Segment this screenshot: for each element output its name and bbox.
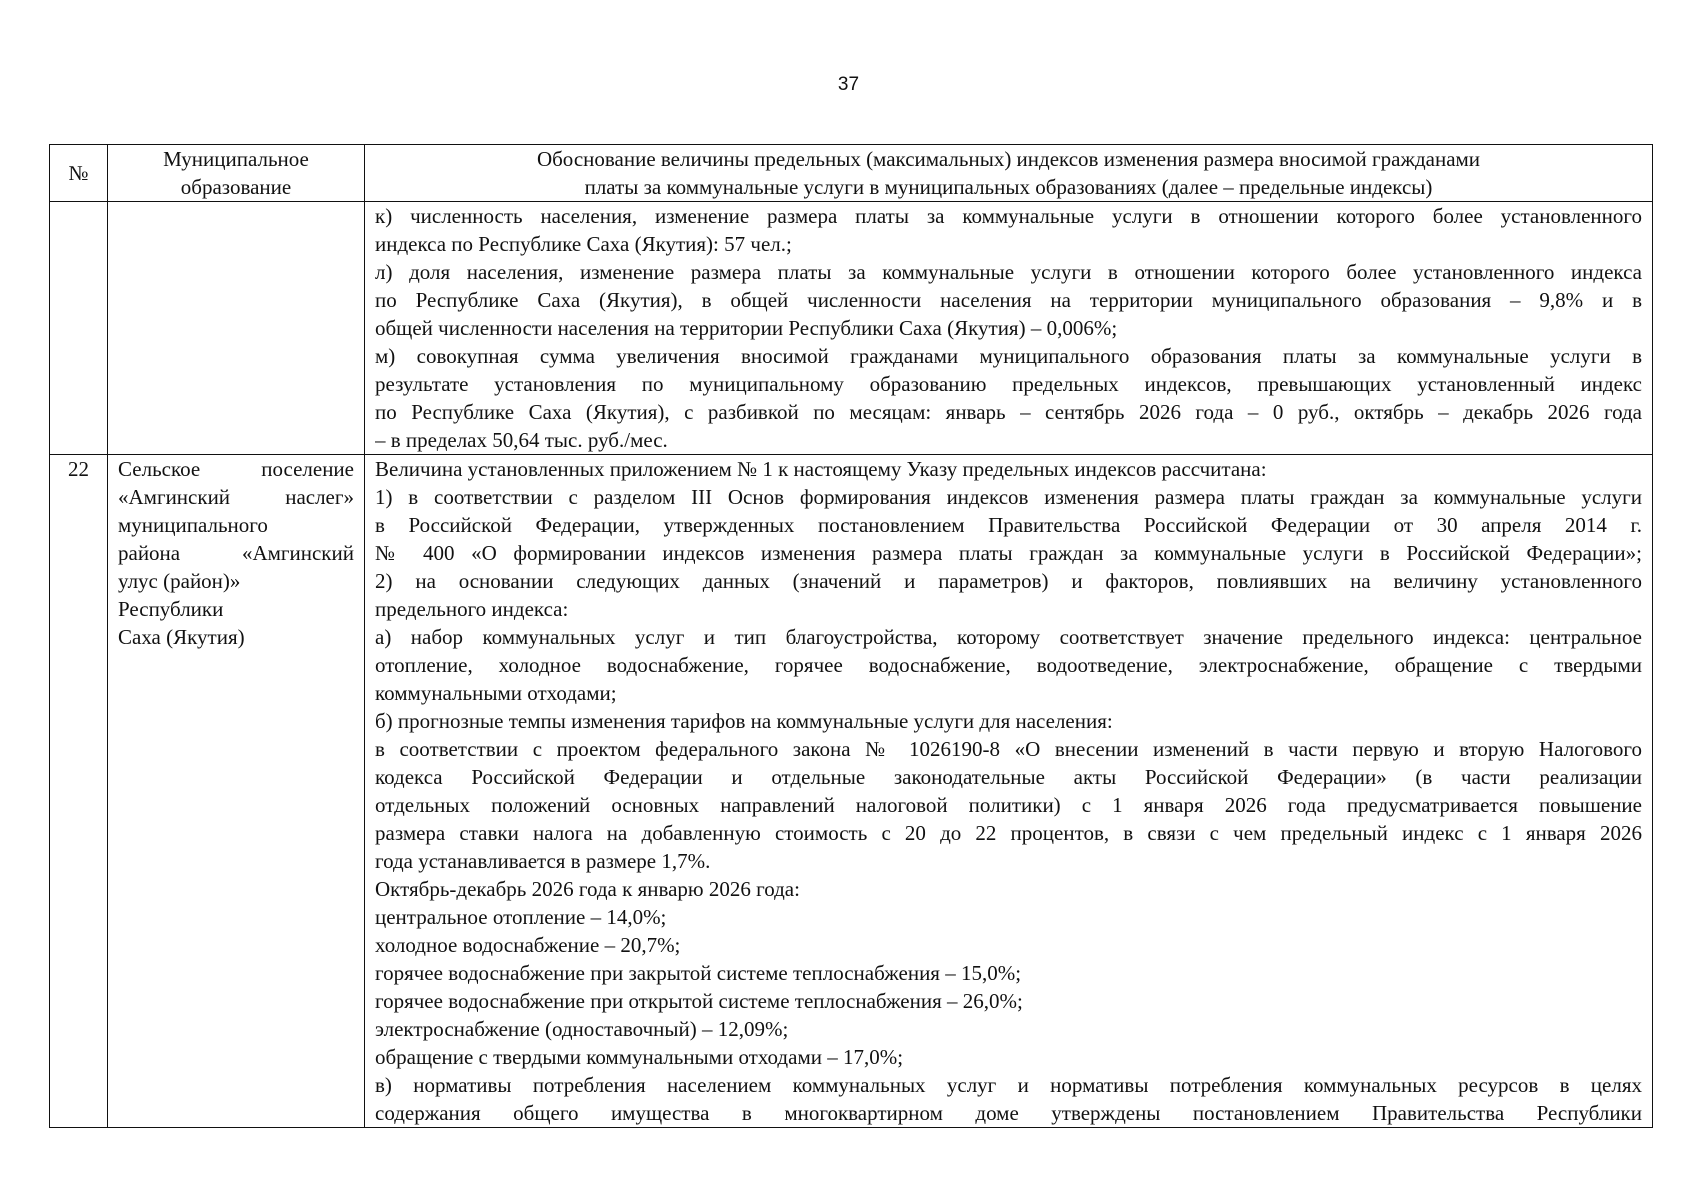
text-line: отдельных положений основных направлений налоговой политики) с 1 января 2026 года предусматривается повышение — [375, 793, 1642, 817]
text-line: кодекса Российской Федерации и отдельные законодательные акты Российской Федерации» (в части реализации — [375, 765, 1642, 789]
text-line: а) набор коммунальных услуг и тип благоустройства, которому соответствует значение предельного индекса: центральное — [375, 625, 1642, 649]
text-line: горячее водоснабжение при закрытой системе теплоснабжения – 15,0%; — [375, 961, 1022, 985]
header-municipality-line: Муниципальное — [163, 147, 309, 171]
text-line: размера ставки налога на добавленную стоимость с 20 до 22 процентов, в связи с чем предельный индекс с 1 января 2026 — [375, 821, 1642, 845]
municipality-line: Республики — [118, 597, 224, 621]
municipality-line: муниципального — [118, 513, 268, 537]
text-line: 1) в соответствии с разделом III Основ формирования индексов изменения размера платы граждан за коммунальные услуги — [375, 485, 1642, 509]
text-line: Величина установленных приложением № 1 к настоящему Указу предельных индексов рассчитана: — [375, 457, 1267, 481]
text-line: по Республике Саха (Якутия), с разбивкой по месяцам: январь – сентябрь 2026 года – 0 руб., октябрь – декабрь 2026 года — [375, 400, 1642, 424]
text-line: в Российской Федерации, утвержденных постановлением Правительства Российской Федерации от 30 апреля 2014 г. — [375, 513, 1642, 537]
page-number: 37 — [837, 74, 860, 95]
text-line: индекса по Республике Саха (Якутия): 57 чел.; — [375, 232, 792, 256]
municipality-line: улус (район)» — [118, 569, 241, 593]
municipality-cell — [108, 202, 365, 455]
municipality-line: Сельское поселение — [118, 457, 354, 481]
row-number-cell: 22 — [50, 455, 108, 1128]
text-line: горячее водоснабжение при открытой системе теплоснабжения – 26,0%; — [375, 989, 1023, 1013]
text-line: в соответствии с проектом федерального закона № 1026190-8 «О внесении изменений в части первую и вторую Налогового — [375, 737, 1642, 761]
header-municipality-line: образование — [180, 175, 292, 199]
text-line: электроснабжение (одноставочный) – 12,09%; — [375, 1017, 789, 1041]
justification-cell — [365, 202, 1653, 455]
text-line: предельного индекса: — [375, 597, 569, 621]
table-row-22 — [50, 455, 1653, 1128]
header-number: № — [50, 145, 108, 202]
municipality-line: района «Амгинский — [118, 541, 354, 565]
text-line: 2) на основании следующих данных (значений и параметров) и факторов, повлиявших на величину установленного — [375, 569, 1642, 593]
municipality-cell — [108, 455, 365, 1128]
text-line: № 400 «О формировании индексов изменения размера платы граждан за коммунальные услуги в Российской Федерации»; — [375, 541, 1642, 565]
text-line: отопление, холодное водоснабжение, горячее водоснабжение, водоотведение, электроснабжение, обращение с твердыми — [375, 653, 1642, 677]
text-line: м) совокупная сумма увеличения вносимой гражданами муниципального образования платы за коммунальные услуги в — [375, 344, 1642, 368]
header-municipality — [108, 145, 365, 202]
text-line: в) нормативы потребления населением коммунальных услуг и нормативы потребления коммунальных ресурсов в целях — [375, 1073, 1642, 1097]
municipality-line: «Амгинский наслег» — [118, 485, 354, 509]
table-row-continued — [50, 202, 1653, 455]
text-line: общей численности населения на территории Республики Саха (Якутия) – 0,006%; — [375, 316, 1118, 340]
text-line: к) численность населения, изменение размера платы за коммунальные услуги в отношении которого более установленного — [375, 204, 1642, 228]
text-line: года устанавливается в размере 1,7%. — [375, 849, 711, 873]
tariff-index-table — [49, 144, 1653, 1128]
justification-cell — [365, 455, 1653, 1128]
text-line: л) доля населения, изменение размера платы за коммунальные услуги в отношении которого более установленного индекса — [375, 260, 1642, 284]
row-number-cell — [50, 202, 108, 455]
text-line: коммунальными отходами; — [375, 681, 617, 705]
text-line: результате установления по муниципальному образованию предельных индексов, превышающих установленный индекс — [375, 372, 1642, 396]
municipality-line: Саха (Якутия) — [118, 625, 245, 649]
text-line: б) прогнозные темпы изменения тарифов на коммунальные услуги для населения: — [375, 709, 1113, 733]
text-line: холодное водоснабжение – 20,7%; — [375, 933, 681, 957]
header-justification — [365, 145, 1653, 202]
text-line: центральное отопление – 14,0%; — [375, 905, 667, 929]
header-justification-line: платы за коммунальные услуги в муниципальных образованиях (далее – предельные индексы) — [584, 175, 1433, 199]
header-justification-line: Обоснование величины предельных (максимальных) индексов изменения размера вносимой гражданами — [536, 147, 1481, 171]
text-line: содержания общего имущества в многоквартирном доме утверждены постановлением Правительства Республики — [375, 1101, 1642, 1125]
text-line: обращение с твердыми коммунальными отходами – 17,0%; — [375, 1045, 904, 1069]
table-header-row — [50, 145, 1653, 202]
text-line: – в пределах 50,64 тыс. руб./мес. — [375, 428, 668, 452]
text-line: Октябрь-декабрь 2026 года к январю 2026 года: — [375, 877, 800, 901]
text-line: по Республике Саха (Якутия), в общей численности населения на территории муниципального образования – 9,8% и в — [375, 288, 1642, 312]
